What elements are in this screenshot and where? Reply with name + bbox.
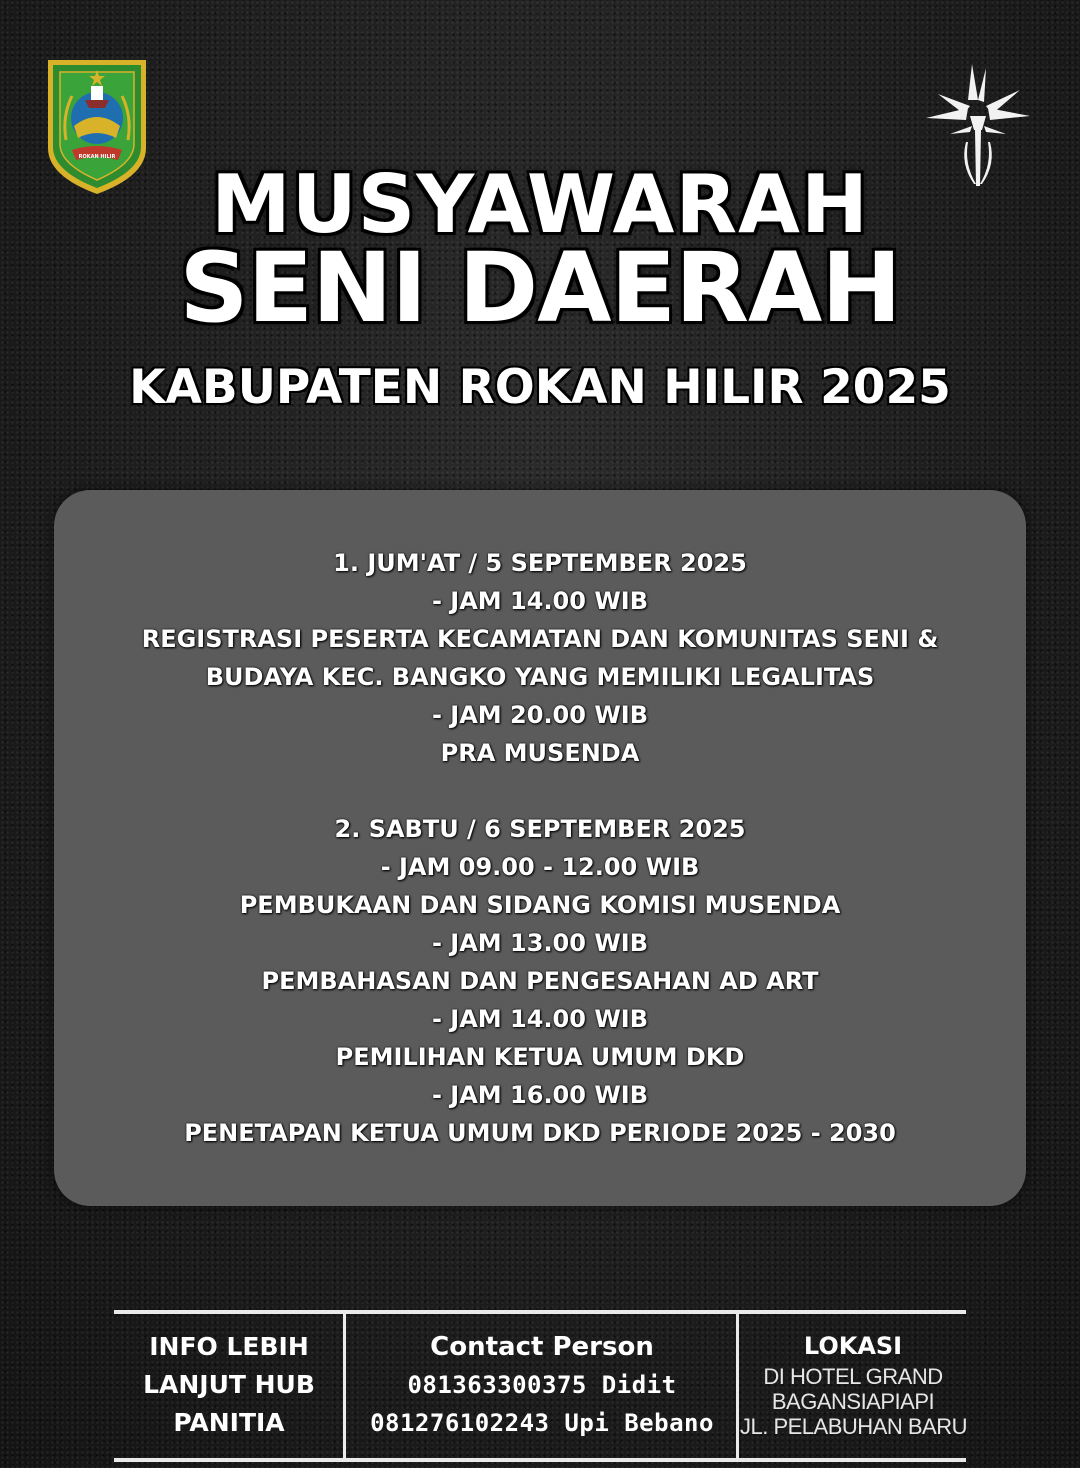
location-line: BAGANSIAPIAPI <box>771 1389 935 1414</box>
location-line: DI HOTEL GRAND <box>763 1364 943 1389</box>
schedule-line: PEMBUKAAN DAN SIDANG KOMISI MUSENDA <box>239 891 841 919</box>
schedule-line: PRA MUSENDA <box>440 739 640 767</box>
schedule-line: PEMBAHASAN DAN PENGESAHAN AD ART <box>261 967 819 995</box>
title-seni-daerah: SENI DAERAH <box>179 232 901 344</box>
title-musyawarah: MUSYAWARAH <box>211 158 869 251</box>
schedule-list <box>0 544 1080 1152</box>
info-line: PANITIA <box>173 1408 285 1437</box>
footer-divider <box>736 1314 739 1458</box>
footer-info-bar <box>114 1310 966 1462</box>
contact-phone: 081363300375 Didit <box>407 1371 677 1399</box>
schedule-line: PEMILIHAN KETUA UMUM DKD <box>335 1043 745 1071</box>
schedule-line: - JAM 14.00 WIB <box>431 587 649 615</box>
info-line: INFO LEBIH <box>149 1332 309 1361</box>
schedule-line: PENETAPAN KETUA UMUM DKD PERIODE 2025 - 2030 <box>184 1119 896 1147</box>
schedule-line: - JAM 14.00 WIB <box>431 1005 649 1033</box>
schedule-line: 2. SABTU / 6 SEPTEMBER 2025 <box>334 815 746 843</box>
contact-phone: 081276102243 Upi Bebano <box>370 1409 714 1437</box>
schedule-line: REGISTRASI PESERTA KECAMATAN DAN KOMUNITAS SENI & <box>141 625 939 653</box>
schedule-line: - JAM 09.00 - 12.00 WIB <box>380 853 700 881</box>
footer-contact-column <box>346 1314 738 1458</box>
footer-location-column <box>740 1314 966 1458</box>
schedule-line: 1. JUM'AT / 5 SEPTEMBER 2025 <box>333 549 747 577</box>
info-line: LANJUT HUB <box>143 1370 315 1399</box>
footer-info-column <box>114 1314 344 1458</box>
emblem-text: ROKAN HILIR <box>78 154 116 160</box>
contact-title: Contact Person <box>430 1332 654 1362</box>
location-title: LOKASI <box>803 1332 903 1360</box>
subtitle-kabupaten: KABUPATEN ROKAN HILIR 2025 <box>129 360 951 415</box>
schedule-line: - JAM 16.00 WIB <box>431 1081 649 1109</box>
schedule-line: - JAM 13.00 WIB <box>431 929 649 957</box>
location-line: JL. PELABUHAN BARU <box>740 1414 967 1439</box>
schedule-line: - JAM 20.00 WIB <box>431 701 649 729</box>
schedule-spacer <box>0 772 1080 810</box>
schedule-line: BUDAYA KEC. BANGKO YANG MEMILIKI LEGALITAS <box>205 663 875 691</box>
